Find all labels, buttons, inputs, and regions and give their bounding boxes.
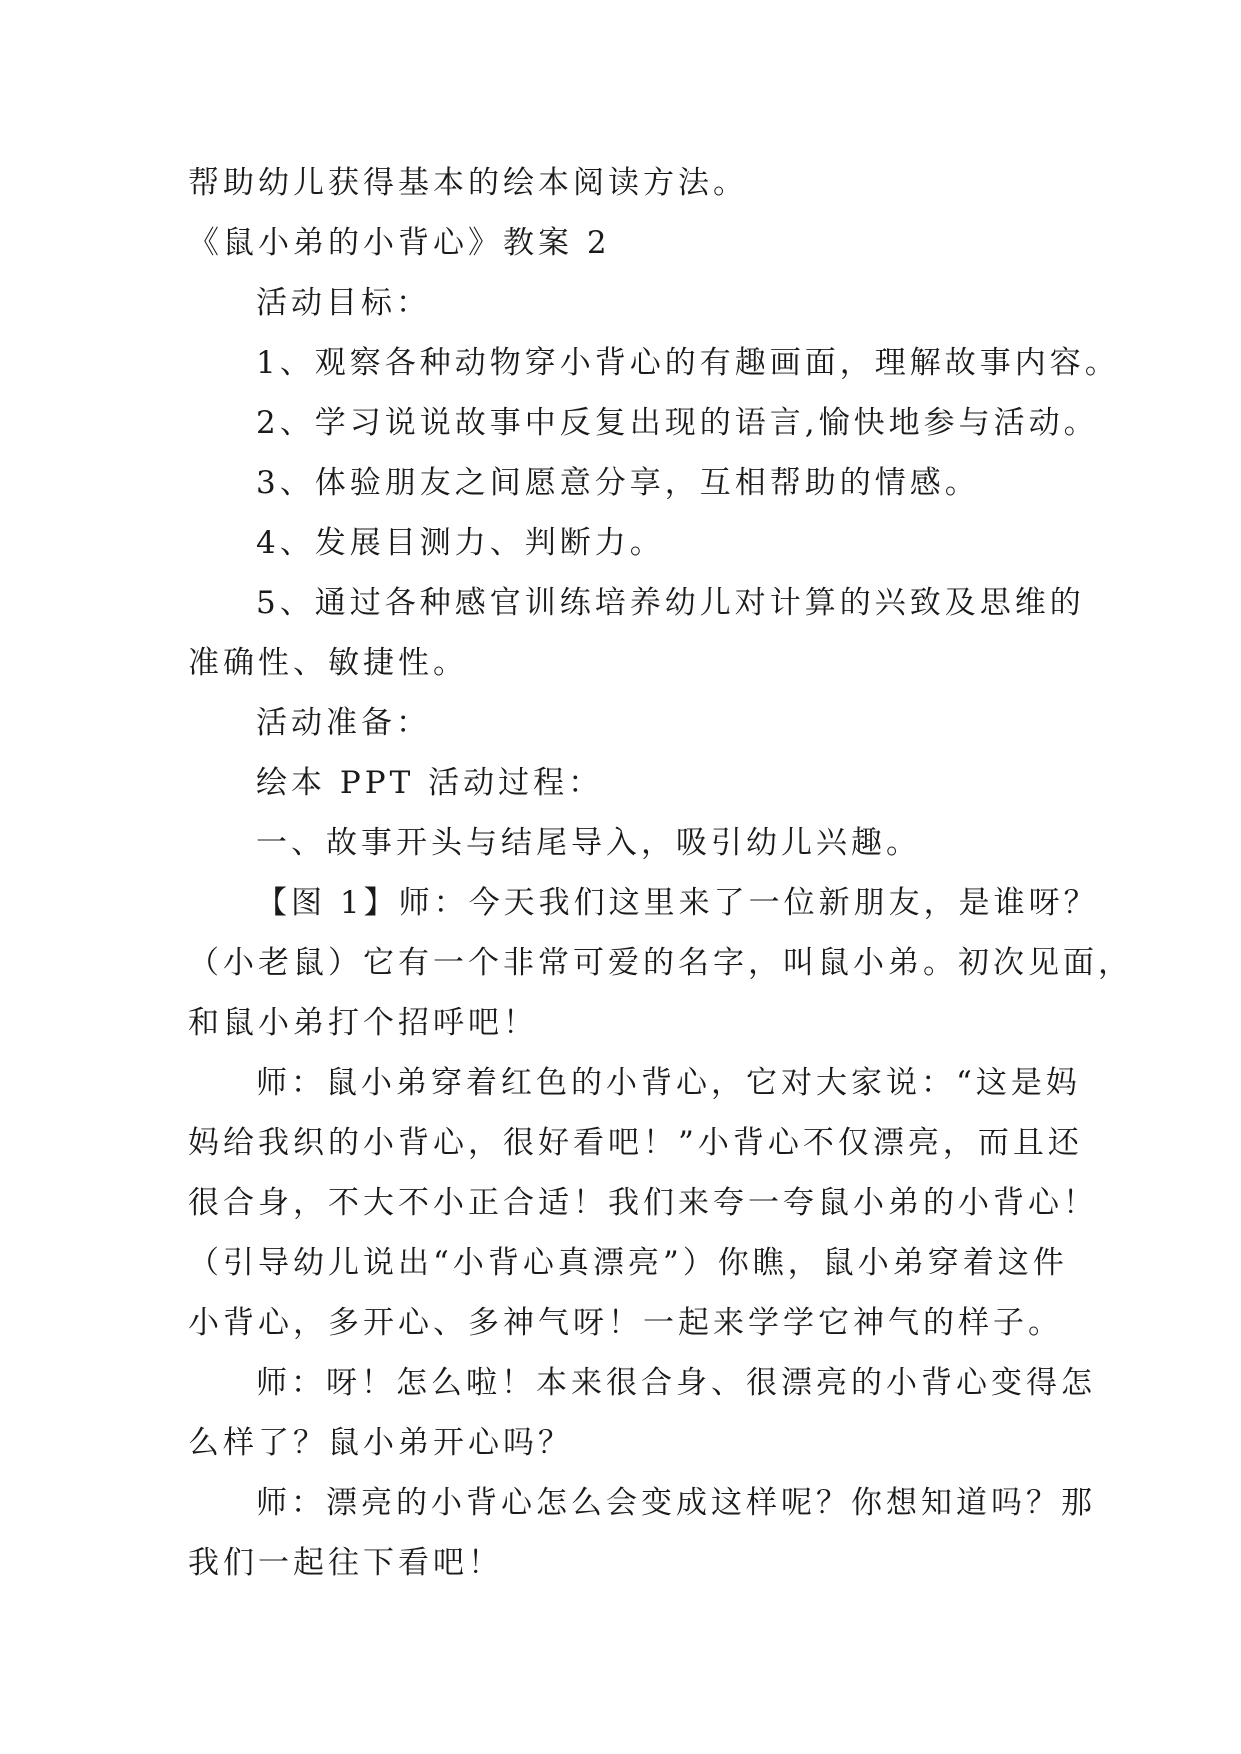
paragraph-line: （引导幼儿说出“小背心真漂亮”）你瞧，鼠小弟穿着这件 bbox=[188, 1245, 1068, 1281]
paragraph-line: 我们一起往下看吧！ bbox=[188, 1545, 503, 1581]
paragraph-line: 么样了？鼠小弟开心吗？ bbox=[188, 1425, 573, 1461]
goal-item-5: 5、通过各种感官训练培养幼儿对计算的兴致及思维的 bbox=[256, 585, 1085, 621]
goal-item-2: 2、学习说说故事中反复出现的语言,愉快地参与活动。 bbox=[256, 405, 1099, 441]
paragraph-line: 和鼠小弟打个招呼吧！ bbox=[188, 1005, 538, 1041]
goal-item-1: 1、观察各种动物穿小背心的有趣画面，理解故事内容。 bbox=[256, 345, 1120, 381]
section-heading-preparation: 活动准备： bbox=[256, 705, 431, 741]
paragraph-line: （小老鼠）它有一个非常可爱的名字，叫鼠小弟。初次见面， bbox=[188, 945, 1133, 981]
paragraph-line: 帮助幼儿获得基本的绘本阅读方法。 bbox=[188, 165, 748, 201]
preparation-line: 绘本 PPT 活动过程： bbox=[256, 765, 604, 801]
paragraph-line: 师：漂亮的小背心怎么会变成这样呢？你想知道吗？那 bbox=[256, 1485, 1096, 1521]
paragraph-line: 师：呀！怎么啦！本来很合身、很漂亮的小背心变得怎 bbox=[256, 1365, 1096, 1401]
goal-item-4: 4、发展目测力、判断力。 bbox=[256, 525, 665, 561]
goal-item-3: 3、体验朋友之间愿意分享，互相帮助的情感。 bbox=[256, 465, 980, 501]
paragraph-line: 师：鼠小弟穿着红色的小背心，它对大家说：“这是妈 bbox=[256, 1065, 1081, 1101]
paragraph-line: 很合身，不大不小正合适！我们来夸一夸鼠小弟的小背心！ bbox=[188, 1185, 1098, 1221]
paragraph-line: 【图 1】师：今天我们这里来了一位新朋友，是谁呀？ bbox=[256, 885, 1099, 921]
paragraph-line: 妈给我织的小背心，很好看吧！”小背心不仅漂亮，而且还 bbox=[188, 1125, 1083, 1161]
paragraph-line: 小背心，多开心、多神气呀！一起来学学它神气的样子。 bbox=[188, 1305, 1063, 1341]
section-heading-goals: 活动目标： bbox=[256, 285, 431, 321]
lesson-title: 《鼠小弟的小背心》教案 2 bbox=[188, 225, 611, 261]
process-step-1: 一、故事开头与结尾导入，吸引幼儿兴趣。 bbox=[256, 825, 921, 861]
goal-item-5-continued: 准确性、敏捷性。 bbox=[188, 645, 468, 681]
